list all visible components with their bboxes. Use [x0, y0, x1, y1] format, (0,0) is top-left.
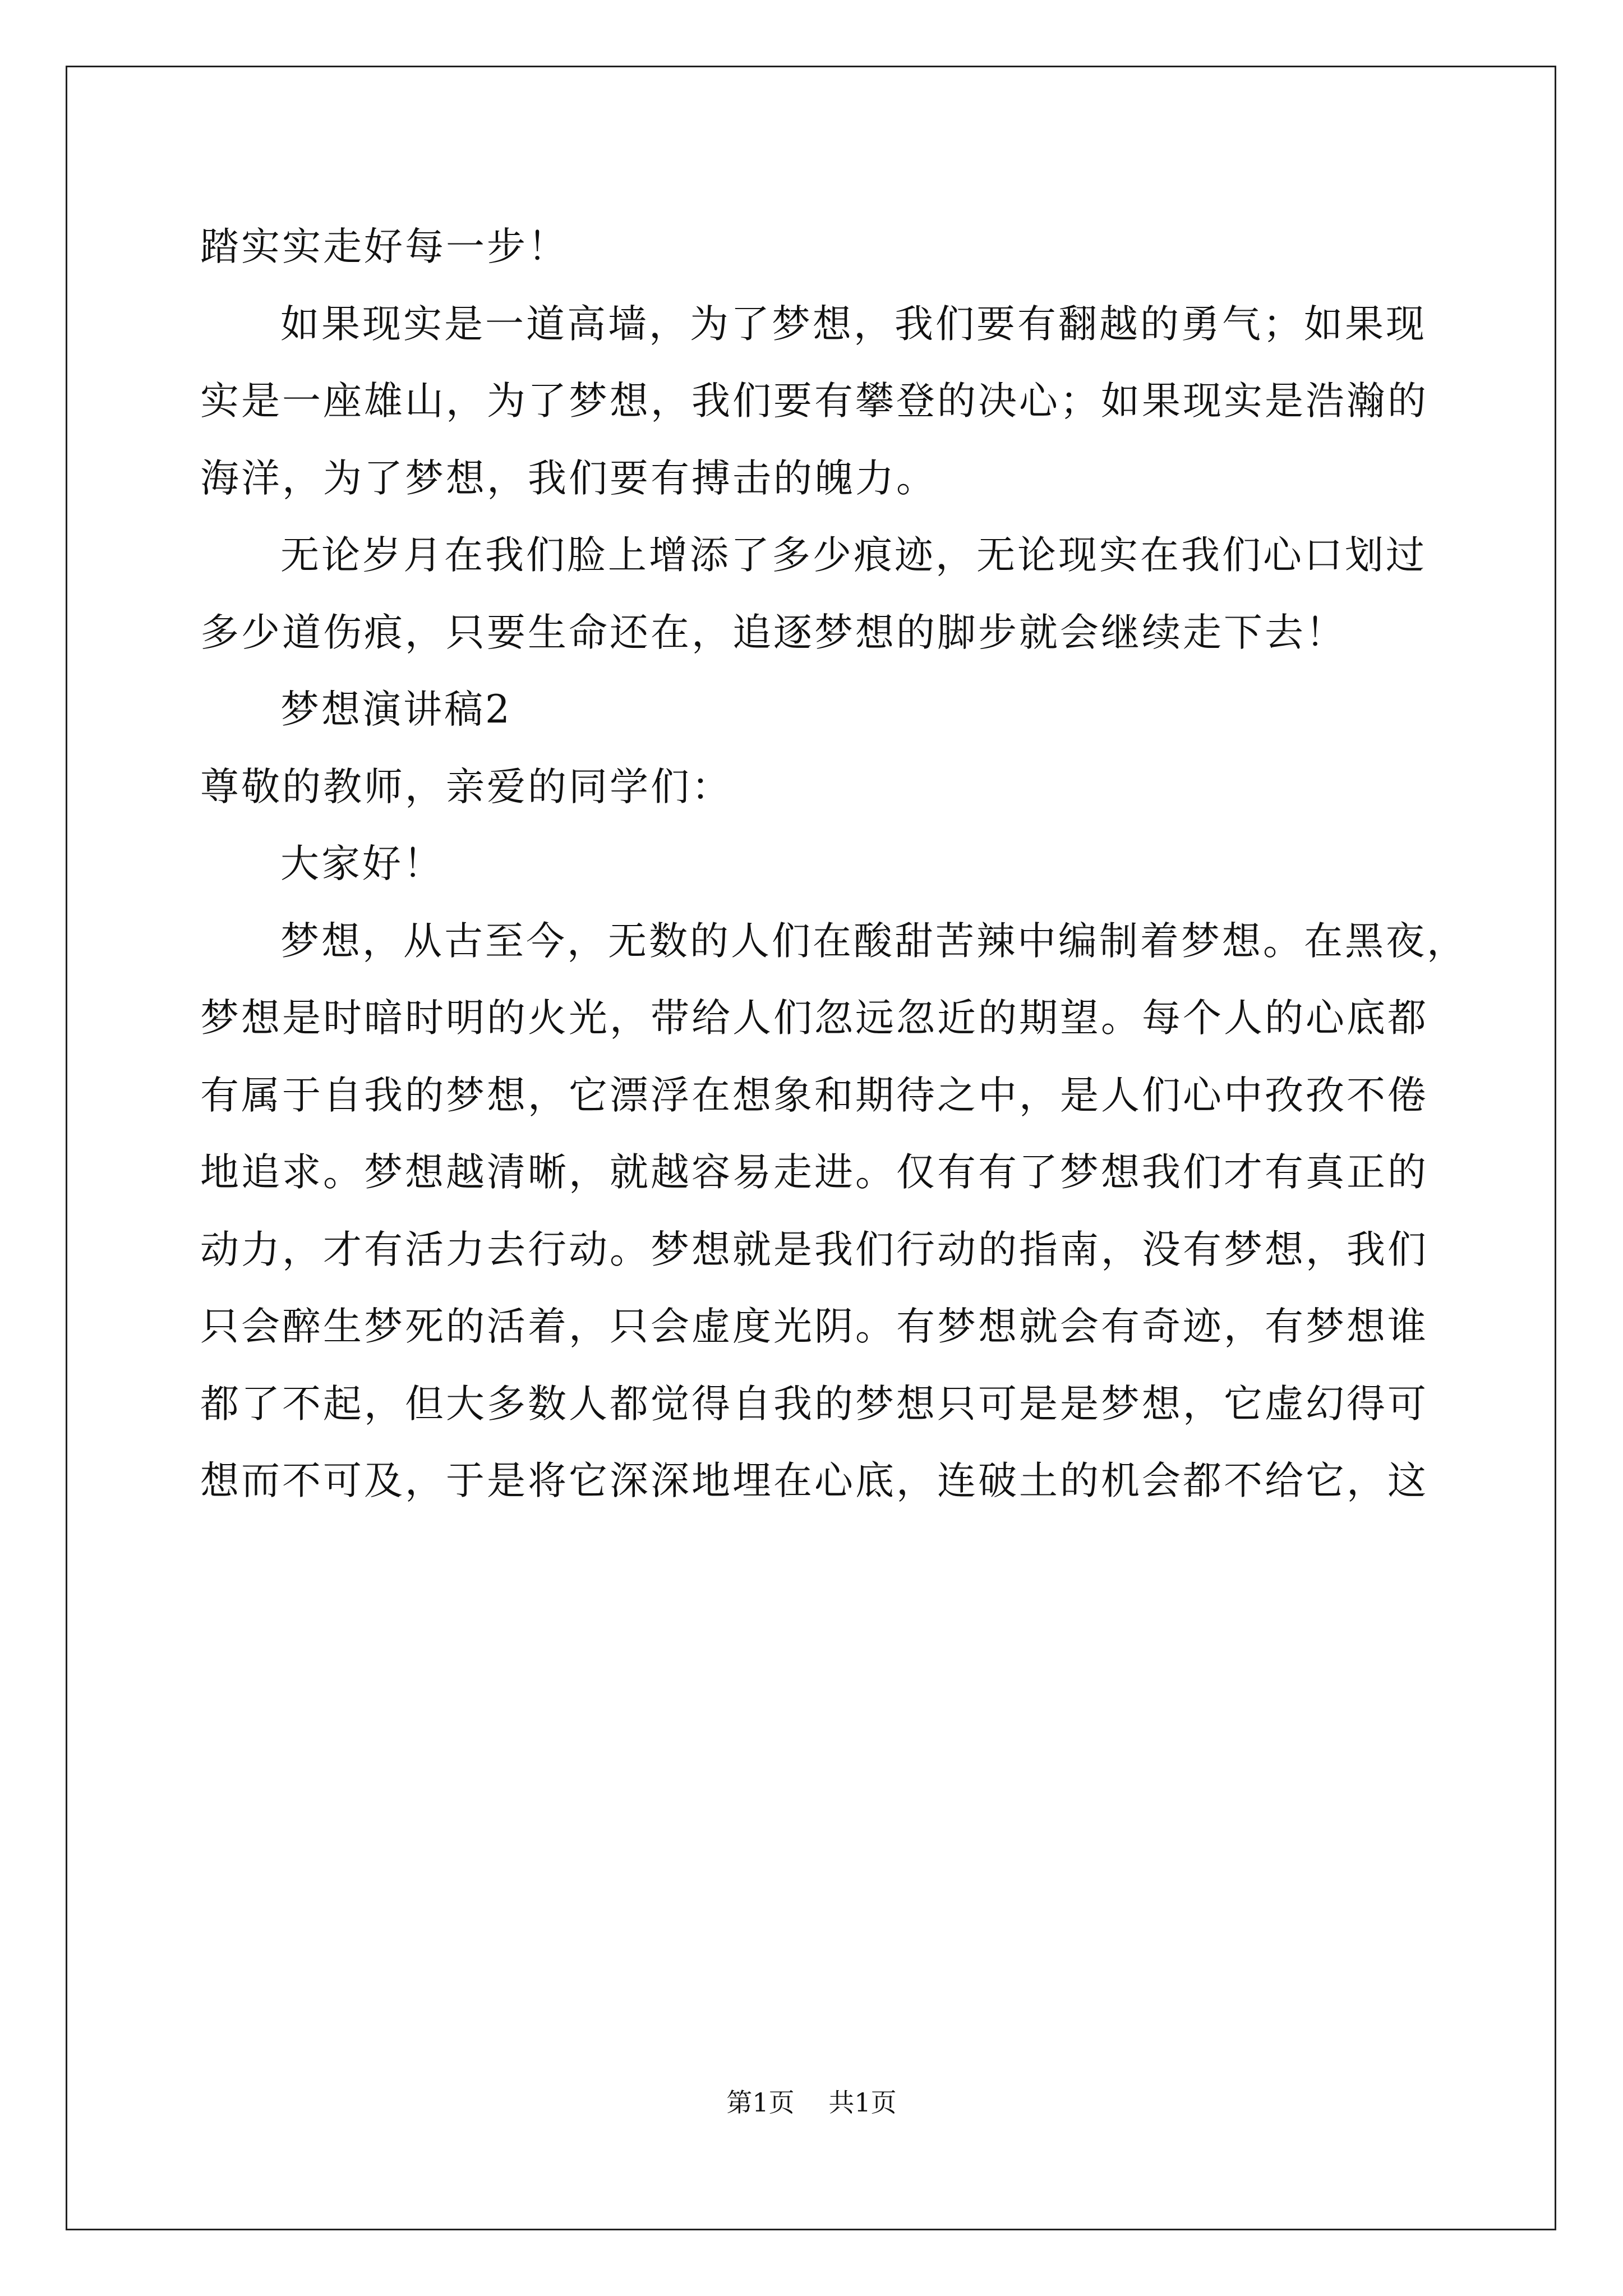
page-total: 共1页: [828, 2087, 897, 2118]
text-line: 梦想是时暗时明的火光，带给人们忽远忽近的期望。每个人的心底都: [200, 996, 1428, 1041]
text-line: 只会醉生梦死的活着，只会虚度光阴。有梦想就会有奇迹，有梦想谁: [200, 1304, 1428, 1349]
page-number: 第1页: [726, 2087, 795, 2118]
text-line: 踏实实走好每一步！: [200, 224, 569, 269]
text-line: 想而不可及，于是将它深深地埋在心底，连破土的机会都不给它，这: [200, 1458, 1428, 1503]
document-body: [200, 209, 1468, 1520]
text-line: 梦想，从古至今，无数的人们在酸甜苦辣中编制着梦想。在黑夜，: [280, 918, 1468, 964]
text-line: 地追求。梦想越清晰，就越容易走进。仅有有了梦想我们才有真正的: [200, 1150, 1428, 1195]
text-line: 海洋，为了梦想，我们要有搏击的魄力。: [200, 455, 937, 501]
salutation: 尊敬的教师，亲爱的同学们：: [200, 764, 732, 809]
text-line: 都了不起，但大多数人都觉得自我的梦想只可是是梦想，它虚幻得可: [200, 1381, 1428, 1427]
text-line: 如果现实是一道高墙，为了梦想，我们要有翻越的勇气；如果现: [280, 301, 1427, 347]
text-line: 无论岁月在我们脸上增添了多少痕迹，无论现实在我们心口划过: [280, 533, 1427, 578]
section-heading: 梦想演讲稿2: [280, 687, 512, 732]
text-line: 动力，才有活力去行动。梦想就是我们行动的指南，没有梦想，我们: [200, 1227, 1428, 1272]
page-footer: [0, 2086, 1623, 2119]
text-line: 实是一座雄山，为了梦想，我们要有攀登的决心；如果现实是浩瀚的: [200, 379, 1428, 424]
text-line: 有属于自我的梦想，它漂浮在想象和期待之中，是人们心中孜孜不倦: [200, 1073, 1428, 1118]
text-line: 多少道伤痕，只要生命还在，追逐梦想的脚步就会继续走下去！: [200, 610, 1347, 655]
greeting: 大家好！: [280, 841, 444, 886]
